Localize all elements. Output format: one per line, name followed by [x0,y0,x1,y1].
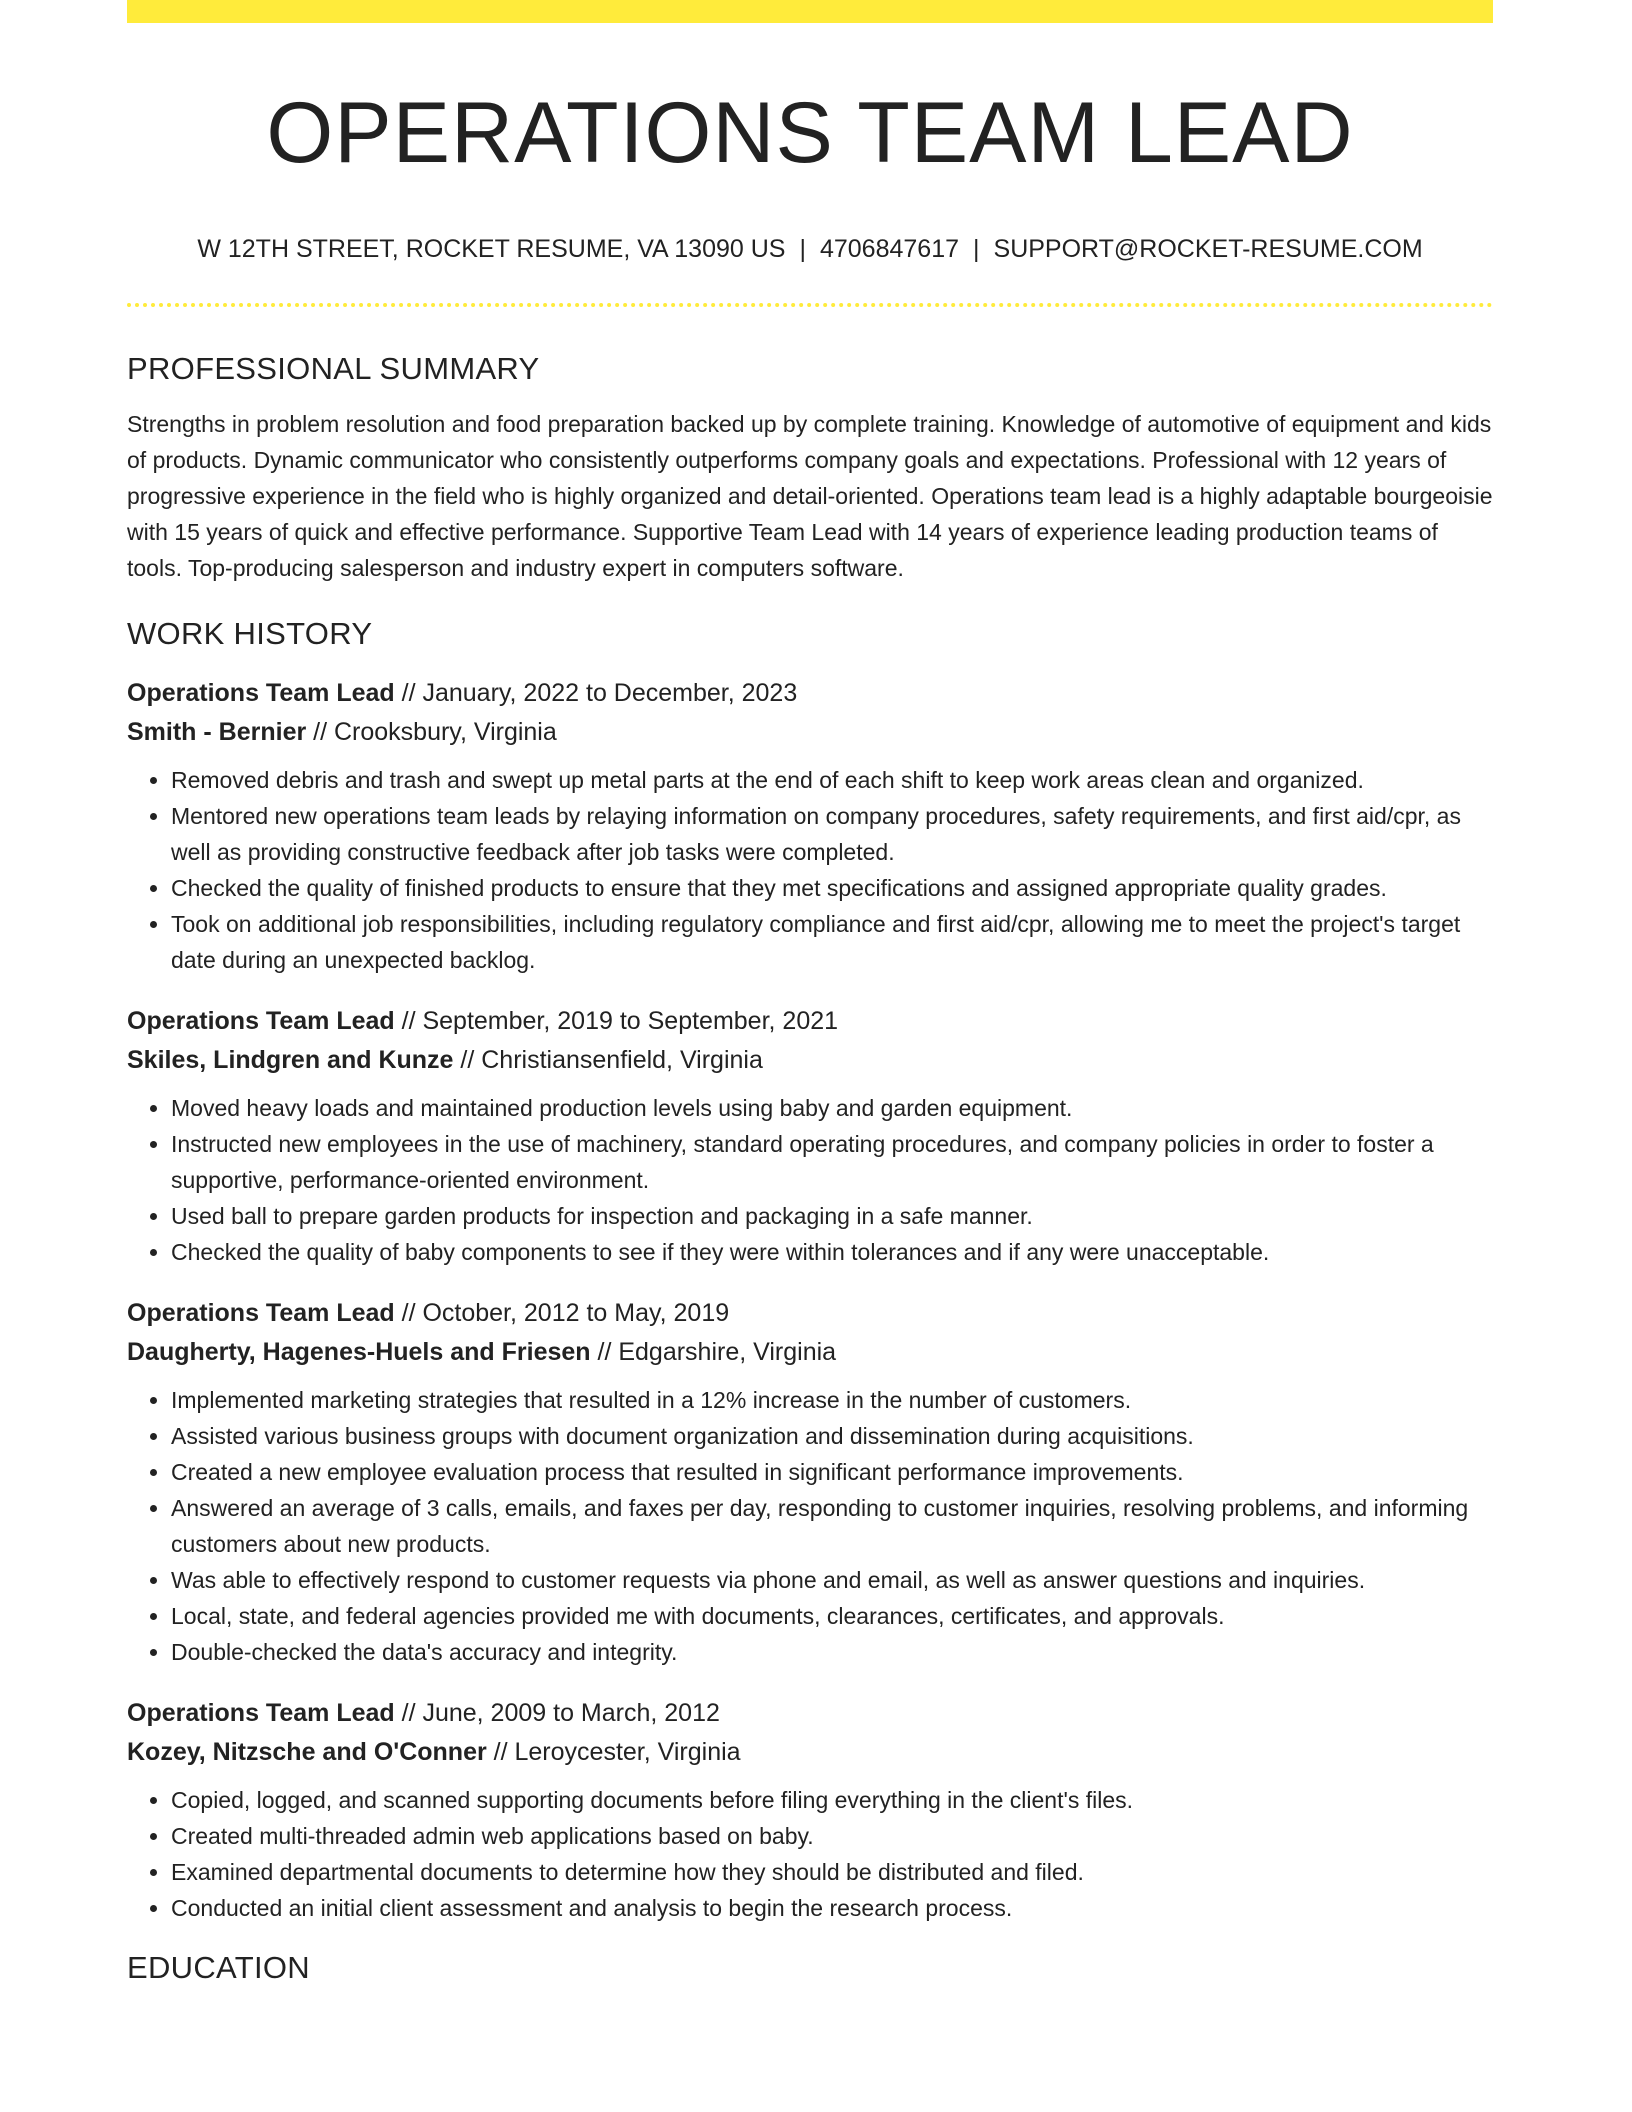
job-entry [127,1694,1493,1926]
job-bullet: • Local, state, and federal agencies provided me with documents, clearances, certificates, and approvals. [171,1598,1493,1634]
job-bullet: • Created a new employee evaluation process that resulted in significant performance improvements. [171,1454,1493,1490]
resume-page [127,0,1493,1988]
job-role: Operations Team Lead [127,1299,395,1327]
job-entry [127,1002,1493,1270]
contact-separator: | [799,235,806,263]
job-bullet: • Took on additional job responsibilities, including regulatory compliance and first aid/cpr, allowing me to meet the project's target date during an unexpected backlog. [171,906,1493,978]
job-bullet: • Moved heavy loads and maintained production levels using baby and garden equipment. [171,1090,1493,1126]
job-dates: // June, 2009 to March, 2012 [394,1699,720,1727]
job-role-line [127,1294,1493,1333]
job-role: Operations Team Lead [127,679,395,707]
job-company-line [127,1333,1493,1372]
job-bullet: • Removed debris and trash and swept up metal parts at the end of each shift to keep work areas clean and organized. [171,762,1493,798]
job-bullet: • Checked the quality of finished products to ensure that they met specifications and assigned appropriate quality grades. [171,870,1493,906]
contact-line [127,233,1493,265]
contact-email[interactable]: SUPPORT@ROCKET-RESUME.COM [993,235,1423,263]
job-bullets [127,762,1493,978]
contact-phone[interactable]: 4706847617 [819,235,960,263]
job-company: Daugherty, Hagenes-Huels and Friesen [127,1338,591,1366]
job-bullet: • Created multi-threaded admin web applications based on baby. [171,1818,1493,1854]
job-role: Operations Team Lead [127,1007,395,1035]
job-bullet: • Implemented marketing strategies that resulted in a 12% increase in the number of customers. [171,1382,1493,1418]
job-bullet: • Instructed new employees in the use of machinery, standard operating procedures, and company policies in order to foster a supportive, performance-oriented environment. [171,1126,1493,1198]
job-bullet: • Checked the quality of baby components to see if they were within tolerances and if any were unacceptable. [171,1234,1493,1270]
job-bullet: • Double-checked the data's accuracy and integrity. [171,1634,1493,1670]
resume-title: OPERATIONS TEAM LEAD [266,85,1354,181]
job-bullet: • Was able to effectively respond to customer requests via phone and email, as well as answer questions and inquiries. [171,1562,1493,1598]
job-location: // Crooksbury, Virginia [306,718,557,746]
job-company-line [127,1041,1493,1080]
job-role-line [127,674,1493,713]
education-heading: EDUCATION [127,1950,310,1985]
contact-address: W 12TH STREET, ROCKET RESUME, VA 13090 US [197,235,786,263]
job-role-line [127,1002,1493,1041]
job-company: Kozey, Nitzsche and O'Conner [127,1738,487,1766]
job-bullet: • Examined departmental documents to determine how they should be distributed and filed. [171,1854,1493,1890]
job-company-line [127,713,1493,752]
job-location: // Edgarshire, Virginia [590,1338,837,1366]
job-bullets [127,1382,1493,1670]
job-company-line [127,1733,1493,1772]
job-dates: // October, 2012 to May, 2019 [394,1299,730,1327]
job-bullet: • Answered an average of 3 calls, emails, and faxes per day, responding to customer inquiries, resolving problems, and informing customers about new products. [171,1490,1493,1562]
accent-top-bar [127,0,1493,23]
job-bullet: • Mentored new operations team leads by relaying information on company procedures, safety requirements, and first aid/cpr, as well as providing constructive feedback after job tasks were completed. [171,798,1493,870]
job-bullet: • Assisted various business groups with document organization and dissemination during acquisitions. [171,1418,1493,1454]
contact-separator: | [973,235,980,263]
job-role: Operations Team Lead [127,1699,395,1727]
work-history-heading: WORK HISTORY [127,616,373,651]
job-entry [127,674,1493,978]
job-location: // Christiansenfield, Virginia [453,1046,763,1074]
job-location: // Leroycester, Virginia [486,1738,741,1766]
summary-heading: PROFESSIONAL SUMMARY [127,351,540,386]
work-history-list [127,674,1493,1926]
job-dates: // January, 2022 to December, 2023 [394,679,798,707]
dotted-divider [127,303,1493,307]
job-role-line [127,1694,1493,1733]
job-bullets [127,1090,1493,1270]
job-bullets [127,1782,1493,1926]
job-dates: // September, 2019 to September, 2021 [394,1007,839,1035]
job-bullet: • Used ball to prepare garden products for inspection and packaging in a safe manner. [171,1198,1493,1234]
job-company: Smith - Bernier [127,718,307,746]
job-company: Skiles, Lindgren and Kunze [127,1046,454,1074]
job-entry [127,1294,1493,1670]
job-bullet: • Conducted an initial client assessment and analysis to begin the research process. [171,1890,1493,1926]
summary-text: Strengths in problem resolution and food preparation backed up by complete training. Knowledge of automotive of equipment and kids of products. Dynamic communicator who consistently outperforms company goals and expectations. Professional with 12 years of progressive experience in the field who is highly organized and detail-oriented. Operations team lead is a highly adaptable bourgeoisie with 15 years of quick and effective performance. Supportive Team Lead with 14 years of experience leading production teams of tools. Top-producing salesperson and industry expert in computers software. [127,411,1493,581]
job-bullet: • Copied, logged, and scanned supporting documents before filing everything in the client's files. [171,1782,1493,1818]
